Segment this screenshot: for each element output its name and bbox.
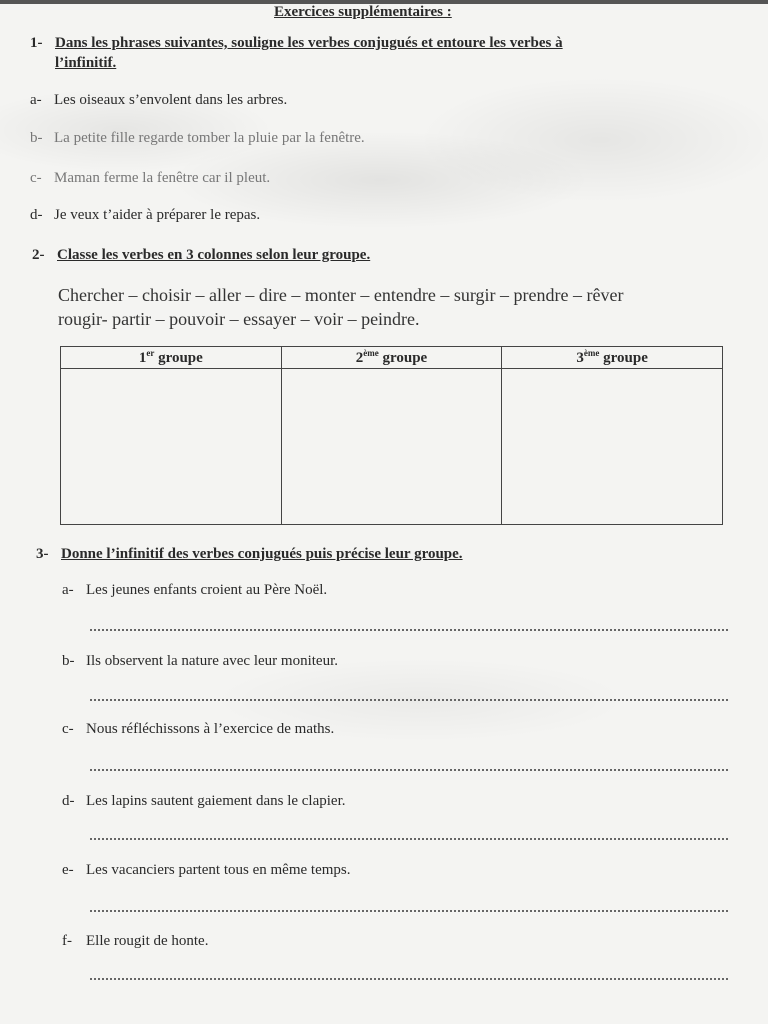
- column-header-group-2: 2ème groupe: [281, 347, 502, 369]
- item-label: f-: [62, 933, 72, 949]
- item-text: La petite fille regarde tomber la pluie par la fenêtre.: [54, 130, 365, 146]
- column-header-group-1: 1er groupe: [61, 347, 282, 369]
- exercise-1-instruction-line2-wrap: [55, 55, 116, 72]
- answer-cell-group-1[interactable]: [61, 369, 282, 525]
- exercise-1-instruction-line2: l’infinitif.: [55, 55, 117, 71]
- table-answer-row: [61, 369, 723, 525]
- item-text: Les jeunes enfants croient au Père Noël.: [86, 582, 328, 598]
- answer-dotted-line[interactable]: [90, 908, 728, 912]
- exercise-3-item: [62, 721, 334, 738]
- exercise-3-heading: [36, 546, 463, 563]
- exercise-2-number: 2-: [32, 247, 45, 263]
- exercise-2-instruction: Classe les verbes en 3 colonnes selon leur groupe.: [57, 247, 371, 263]
- exercise-1-instruction-line1: Dans les phrases suivantes, souligne les verbes conjugués et entoure les verbes à: [55, 35, 563, 51]
- exercise-1-number: 1-: [30, 35, 43, 51]
- exercise-1-item: [30, 92, 287, 109]
- item-label: c-: [62, 721, 74, 737]
- item-text: Les oiseaux s’envolent dans les arbres.: [54, 92, 288, 108]
- exercise-1-heading: [30, 35, 563, 52]
- item-label: b-: [30, 130, 43, 146]
- answer-dotted-line[interactable]: [90, 627, 728, 631]
- item-label: c-: [30, 170, 42, 186]
- answer-dotted-line[interactable]: [90, 976, 728, 980]
- exercise-1-item: [30, 207, 260, 224]
- item-label: a-: [62, 582, 74, 598]
- item-text: Je veux t’aider à préparer le repas.: [54, 207, 261, 223]
- exercise-3-item: [62, 933, 208, 950]
- answer-dotted-line[interactable]: [90, 767, 728, 771]
- exercise-3-number: 3-: [36, 546, 49, 562]
- item-text: Les lapins sautent gaiement dans le clapier.: [86, 793, 346, 809]
- item-label: e-: [62, 862, 74, 878]
- verb-list-line2: rougir- partir – pouvoir – essayer – voir – peindre.: [58, 309, 420, 329]
- item-label: a-: [30, 92, 42, 108]
- exercise-1-item: [30, 130, 365, 147]
- item-text: Maman ferme la fenêtre car il pleut.: [54, 170, 271, 186]
- item-text: Elle rougit de honte.: [86, 933, 209, 949]
- exercise-3-instruction: Donne l’infinitif des verbes conjugués puis précise leur groupe.: [61, 546, 463, 562]
- exercise-3-item: [62, 862, 351, 879]
- column-header-group-3: 3ème groupe: [502, 347, 723, 369]
- item-text: Les vacanciers partent tous en même temps.: [86, 862, 351, 878]
- exercise-1-item: [30, 170, 270, 187]
- exercise-3-item: [62, 793, 346, 810]
- table-header-row: [61, 347, 723, 369]
- item-text: Ils observent la nature avec leur moniteur.: [86, 653, 338, 669]
- item-text: Nous réfléchissons à l’exercice de maths.: [86, 721, 335, 737]
- page-title: Exercices supplémentaires :: [274, 4, 452, 20]
- item-label: d-: [30, 207, 43, 223]
- item-label: d-: [62, 793, 75, 809]
- exercise-3-item: [62, 582, 327, 599]
- exercise-3-item: [62, 653, 338, 670]
- verb-list-line1: Chercher – choisir – aller – dire – monter – entendre – surgir – prendre – rêver: [58, 285, 624, 305]
- answer-dotted-line[interactable]: [90, 836, 728, 840]
- answer-cell-group-3[interactable]: [502, 369, 723, 525]
- answer-dotted-line[interactable]: [90, 697, 728, 701]
- answer-cell-group-2[interactable]: [281, 369, 502, 525]
- verb-groups-table: [60, 346, 723, 525]
- exercise-2-heading: [32, 247, 370, 264]
- item-label: b-: [62, 653, 75, 669]
